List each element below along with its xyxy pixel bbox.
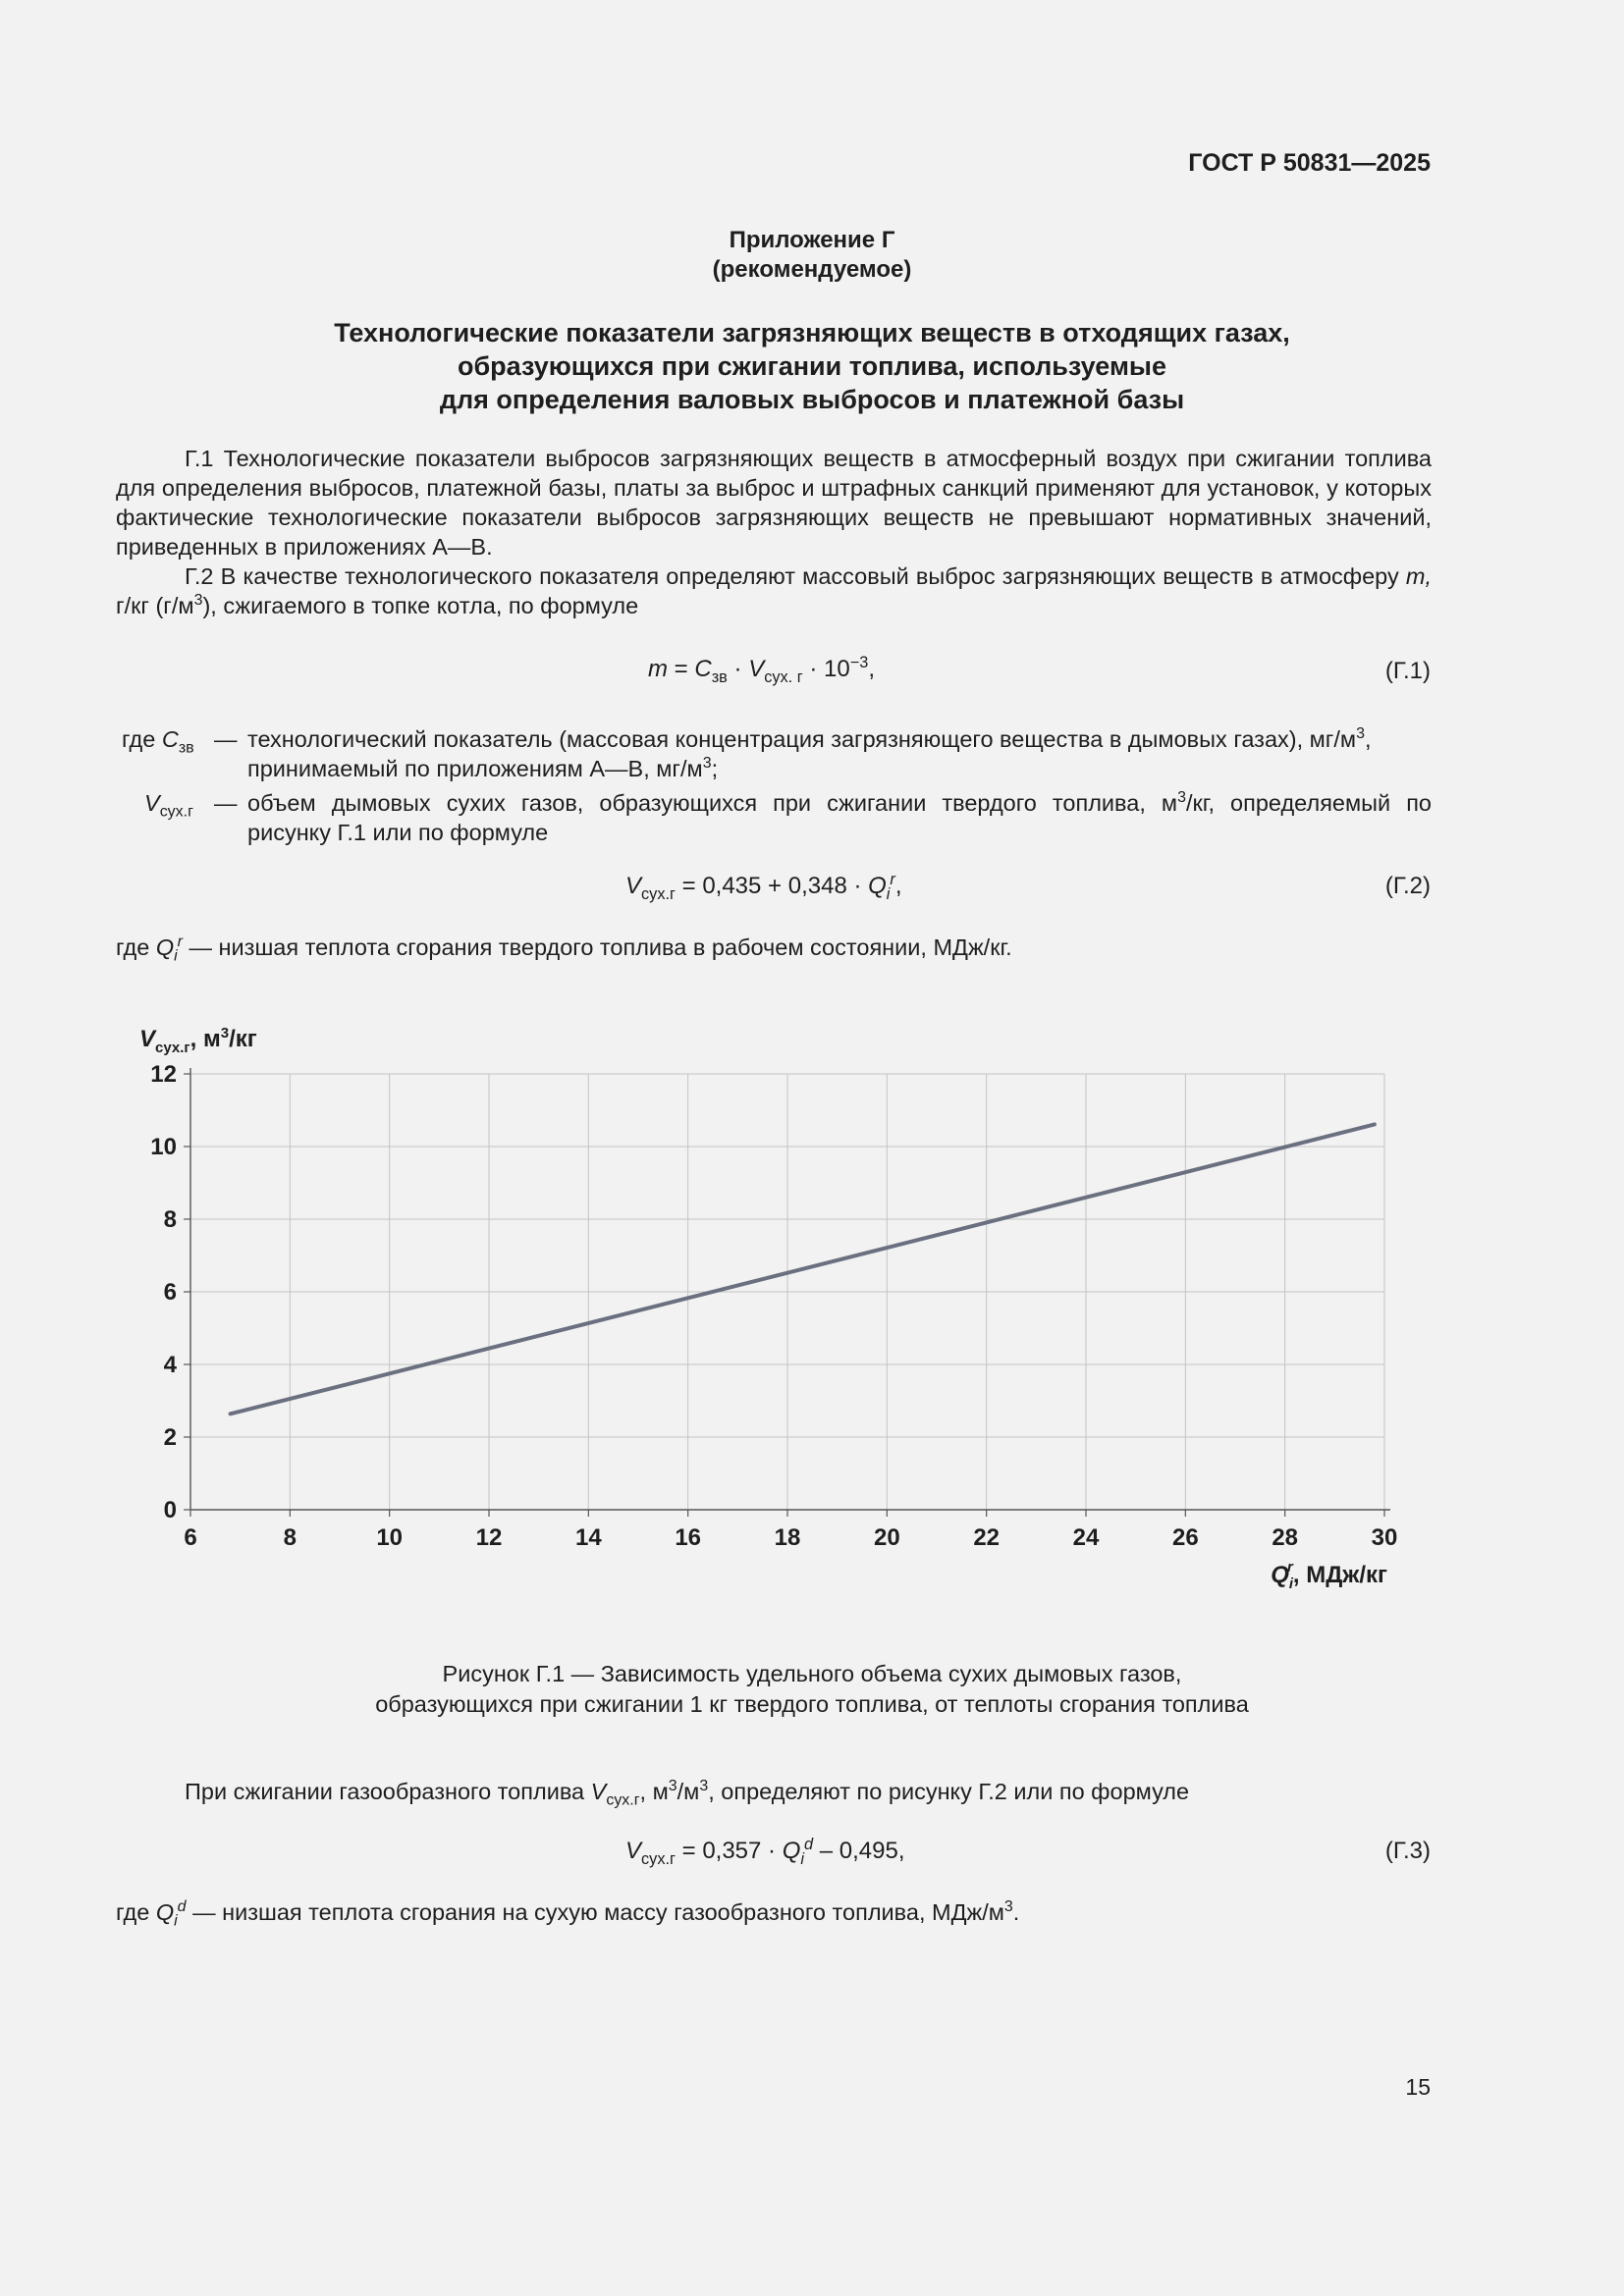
chart-grid (190, 1074, 1384, 1510)
x-tick-label: 6 (184, 1524, 197, 1551)
annex-status: (рекомендуемое) (712, 256, 912, 283)
figure-caption-line: образующихся при сжигании 1 кг твердого топлива, от теплоты сгорания топлива (375, 1691, 1249, 1717)
document-code: ГОСТ Р 50831—2025 (1188, 149, 1431, 177)
x-tick-label: 30 (1371, 1524, 1398, 1551)
paragraph-g2: Г.2 В качестве технологического показателя определяют массовый выброс загрязняющих веществ в атмосферу m, г/кг $(г/м^3)$, сжигаемого в топке котла, по формуле (116, 563, 1432, 618)
x-tick-labels (184, 1524, 1397, 1551)
paragraph-g1: Г.1 Технологические показатели выбросов загрязняющих веществ в атмосферный воздух при сжигании топлива для определения выбросов, платежной базы, платы за выброс и штрафных санкций применяют для установок, у которых фактические технологические показатели выбросов загрязняющих веществ не превышают нормативных значений, приведенных в приложениях А—В. (116, 446, 1432, 560)
formula-g3-number: (Г.3) (1384, 1838, 1431, 1864)
annex-title: Приложение Г (729, 227, 895, 253)
x-tick-label: 12 (475, 1524, 503, 1551)
y-tick-label: 12 (150, 1061, 177, 1088)
where-label: где $C_{зв}$ (122, 726, 194, 757)
x-tick-label: 16 (675, 1524, 702, 1551)
figure-caption-line: Рисунок Г.1 — Зависимость удельного объема сухих дымовых газов, (442, 1661, 1182, 1686)
y-tick-label: 6 (163, 1279, 177, 1306)
section-title-line: для определения валовых выбросов и платежной базы (439, 385, 1185, 414)
intro-paragraphs (116, 444, 1432, 620)
y-tick-label: 8 (163, 1206, 177, 1233)
paragraph-gas-fuel: При сжигании газообразного топлива $V_{сух.г}$, $м^3/м^3$, определяют по рисунку Г.2 или по формуле (185, 1778, 1190, 1809)
x-tick-label: 24 (1072, 1524, 1100, 1551)
annex-heading (0, 226, 1624, 285)
x-tick-label: 26 (1171, 1524, 1199, 1551)
y-tick-label: 2 (163, 1424, 177, 1451)
formula-g1: $m = C_{зв} \cdot V_{сух. г} \cdot 10^{-3}$, (648, 654, 875, 686)
y-tick-label: 10 (150, 1134, 177, 1160)
y-axis-label: $V_{сух.г}$, $м^3/кг$ (139, 1025, 257, 1056)
x-tick-label: 8 (283, 1524, 298, 1551)
where-v-description: объем дымовых сухих газов, образующихся при сжигании твердого топлива, $м^3/кг$, определяемый по (247, 789, 1432, 816)
y-tick-labels (150, 1061, 177, 1523)
formula-g3: $V_{сух.г} = 0,357 \cdot Q_i^d - 0,495$, (625, 1836, 905, 1868)
formula-g2-number: (Г.2) (1384, 873, 1431, 899)
y-tick-label: 4 (163, 1352, 177, 1378)
formula-g2: $V_{сух.г} = 0,435 + 0,348 \cdot Q_i^r$, (625, 871, 902, 903)
section-title-line: Технологические показатели загрязняющих веществ в отходящих газах, (334, 318, 1290, 347)
x-axis-label: $Q_ir$, МДж/кг (1271, 1559, 1387, 1592)
where-c-description: технологический показатель (массовая концентрация загрязняющего вещества в дымовых газах), $мг/м^3$, (247, 725, 1372, 752)
x-tick-label: 10 (376, 1524, 404, 1551)
x-tick-label: 18 (774, 1524, 801, 1551)
x-tick-label: 20 (873, 1524, 900, 1551)
where-qd-description: где $Q_i^d$ — низшая теплота сгорания на сухую массу газообразного топлива, МДж/$м^3$. (116, 1898, 1020, 1930)
where-dash: — (214, 726, 238, 752)
page-number: 15 (1405, 2074, 1431, 2100)
figure-caption (0, 1659, 1624, 1720)
chart-series (231, 1124, 1375, 1414)
section-title (0, 316, 1624, 416)
where-v-description-2: рисунку Г.1 или по формуле (247, 820, 549, 845)
section-title-line: образующихся при сжигании топлива, используемые (457, 351, 1167, 381)
figure-g1-chart (0, 1011, 1624, 1600)
x-tick-label: 14 (574, 1524, 602, 1551)
x-tick-label: 28 (1272, 1524, 1299, 1551)
where-c-description-2: принимаемый по приложениям А—В, $мг/м^3$; (247, 755, 719, 781)
where-dash: — (214, 790, 238, 816)
where-v-symbol: $V_{сух.г}$ (144, 790, 193, 821)
series-line (231, 1124, 1375, 1414)
x-tick-label: 22 (973, 1524, 1001, 1551)
y-tick-label: 0 (163, 1497, 177, 1523)
formula-g1-number: (Г.1) (1384, 658, 1431, 684)
where-q-description: где $Q_i^r$ — низшая теплота сгорания твердого топлива в рабочем состоянии, МДж/кг. (116, 934, 1012, 965)
